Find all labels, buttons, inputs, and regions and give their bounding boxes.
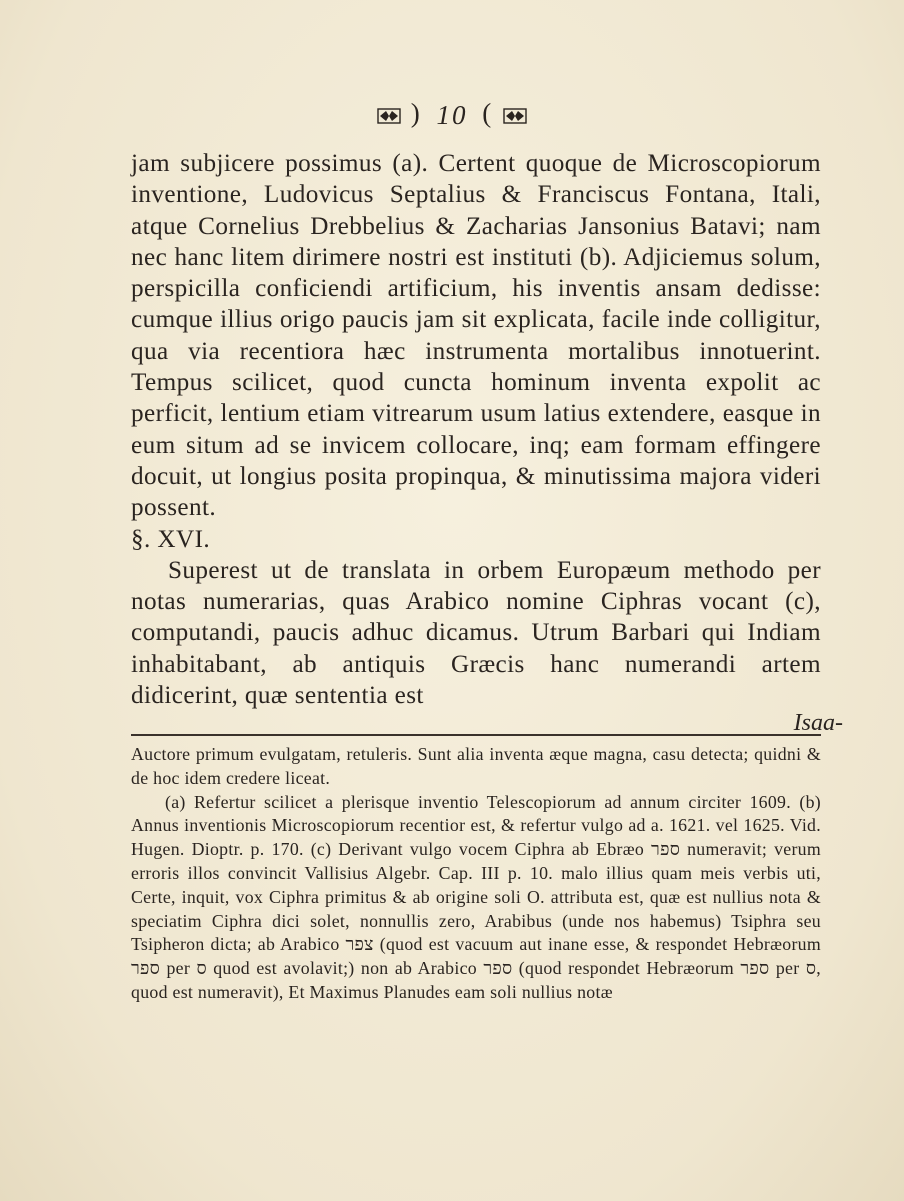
footnote-rule <box>131 734 821 736</box>
header-left-bracket: ) <box>410 98 422 128</box>
paragraph-1: jam subjicere possimus (a). Certent quoque de Microscopiorum inventione, Ludovicus Septalius & Franciscus Fontana, Itali, atque Cornelius Drebbelius & Zacharias Jansonius Batavi; nam nec hanc litem dirimere nostri est instituti (b). Adjiciemus solum, perspicilla conficiendi artificium, his inventis ansam dedisse: cumque illius origo paucis jam sit explicata, facile inde colligitur, qua via recentiora hæc instrumenta mortalibus innotuerint. Tempus scilicet, quod cuncta hominum inventa expolit ac perficit, lentium etiam vitrearum usum latius extendere, easque in eum situm ad se invicem collocare, inq; eam formam effingere docuit, ut longius posita propinqua, & minutissima majora videri possent. <box>131 150 821 522</box>
catchword: Isaa- <box>793 710 843 737</box>
main-text <box>131 148 843 737</box>
footnote-a: (a) Refertur scilicet a plerisque inventio Telescopiorum ad annum circiter 1609. (b) Annus inventionis Microscopiorum recentior est, & refertur vulgo ad a. 1621. vel 1625. Vid. Hugen. Dioptr. p. 170. (c) Derivant vulgo vocem Ciphra ab Ebræo ספר numeravit; verum erroris illos convincit Vallisius Algebr. Cap. III p. 10. malo illius quam meis verbis uti, Certe, inquit, vox Ciphra primitus & ab origine soli O. attributa est, quæ est nullius nota & speciatim Ciphra dici solet, nonnullis zero, Arabibus (unde nos habemus) Tsiphra seu Tsipheron dicta; ab Arabico צפר (quod est vacuum aut inane esse, & respondet Hebræorum ספר per ס quod est avolavit;) non ab Arabico ספר (quod respondet Hebræorum ספר per ס, quod est numeravit), Et Maximus Planudes eam soli nullius notæ <box>131 791 821 1002</box>
page-header <box>0 98 904 134</box>
section-heading: §. XVI. <box>131 525 211 553</box>
header-right-bracket: ( <box>482 98 494 128</box>
ornament-right-icon <box>502 106 528 126</box>
paragraph-2: Superest ut de translata in orbem Europæum methodo per notas numerarias, quas Arabico nomine Ciphras vocant (c), computandi, paucis adhuc dicamus. Utrum Barbari qui Indiam inhabitabant, ab antiquis Græcis hanc numerandi artem didicerint, quæ sententia est <box>131 556 821 710</box>
footnote-intro: Auctore primum evulgatam, retuleris. Sunt alia inventa æque magna, casu detecta; quidni & de hoc idem credere liceat. <box>131 744 821 788</box>
ornament-left-icon <box>376 106 402 126</box>
footnotes <box>131 743 821 1005</box>
page-number: 10 <box>436 100 468 131</box>
